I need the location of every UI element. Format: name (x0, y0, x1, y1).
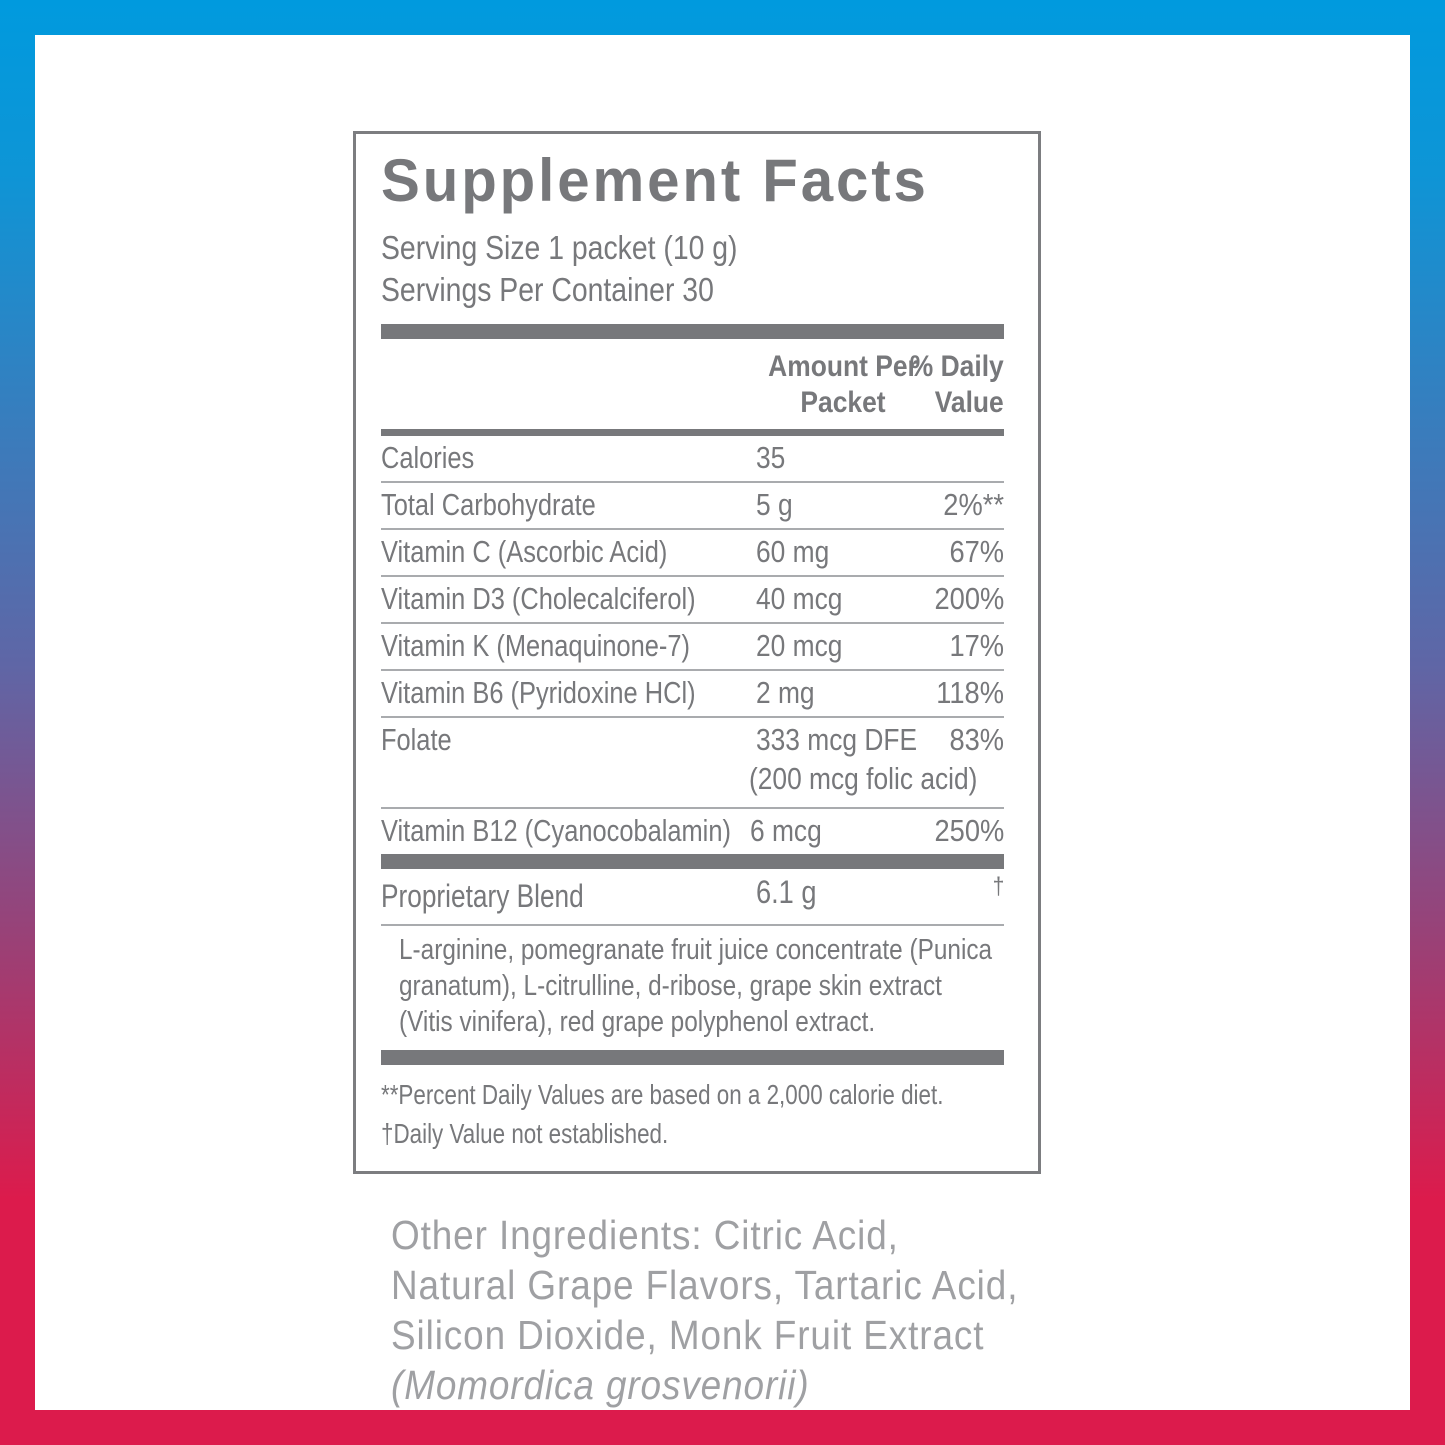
nutrient-row (381, 436, 1004, 481)
white-background (35, 35, 1410, 1410)
nutrient-amount: 60 mg (756, 534, 830, 569)
blend-description-line: L-arginine, pomegranate fruit juice concentrate (Punica (399, 934, 993, 966)
nutrient-daily-value: 83% (949, 722, 1004, 757)
thick-separator-bar (381, 854, 1004, 869)
serving-size-line (381, 227, 1004, 269)
nutrient-daily-value: 17% (949, 628, 1004, 663)
nutrient-row (381, 807, 1004, 854)
column-headers (381, 339, 1004, 429)
nutrient-name: Folate (381, 722, 452, 757)
nutrient-name: Calories (381, 440, 475, 475)
nutrient-row (381, 528, 1004, 575)
other-ingredients-line: (Momordica grosvenorii) (391, 1362, 810, 1408)
nutrient-row (381, 716, 1004, 807)
dv-header-line1: % Daily (910, 350, 1004, 383)
nutrient-daily-value: 118% (936, 675, 1004, 710)
nutrient-amount: 6 mcg (749, 813, 822, 848)
nutrient-amount: 20 mcg (756, 628, 843, 663)
other-ingredients-line: Natural Grape Flavors, Tartaric Acid, (391, 1262, 1019, 1308)
proprietary-blend-row (381, 869, 1004, 926)
thick-separator-bar (381, 1050, 1004, 1065)
thick-separator-bar (381, 324, 1004, 339)
servings-per-container-line (381, 269, 1004, 311)
supplement-facts-panel (353, 131, 1041, 1174)
nutrient-amount: 35 (756, 440, 786, 475)
other-ingredients-line: Other Ingredients: Citric Acid, (391, 1212, 899, 1258)
nutrient-name: Vitamin K (Menaquinone-7) (381, 628, 690, 663)
blend-amount: 6.1 g (756, 874, 817, 910)
nutrient-row (381, 575, 1004, 622)
other-ingredients-line: Silicon Dioxide, Monk Fruit Extract (391, 1312, 985, 1358)
nutrient-row (381, 481, 1004, 528)
servings-per-container-text: Servings Per Container 30 (381, 271, 714, 308)
dv-header-line2: Value (935, 386, 1004, 419)
daily-value-header (910, 349, 1004, 421)
nutrient-daily-value: 200% (934, 581, 1004, 616)
blend-name: Proprietary Blend (381, 878, 584, 914)
amount-header-line2: Packet (800, 386, 886, 419)
blend-description (381, 926, 1004, 1050)
nutrient-amount: 40 mcg (756, 581, 843, 616)
nutrient-name: Total Carbohydrate (381, 487, 596, 522)
nutrient-name: Vitamin C (Ascorbic Acid) (381, 534, 668, 569)
blend-description-line: (Vitis vinifera), red grape polyphenol extract. (399, 1006, 876, 1038)
nutrient-row (381, 669, 1004, 716)
footnote-line: **Percent Daily Values are based on a 2,000 calorie diet. (381, 1079, 944, 1110)
nutrient-daily-value: 67% (949, 534, 1004, 569)
nutrient-name: Vitamin B6 (Pyridoxine HCl) (381, 675, 696, 710)
nutrient-amount: 2 mg (756, 675, 815, 710)
nutrient-row (381, 622, 1004, 669)
footnote-line: †Daily Value not established. (381, 1118, 669, 1149)
blend-description-line: granatum), L-citrulline, d-ribose, grape skin extract (399, 970, 942, 1002)
footnotes (381, 1065, 1004, 1153)
medium-separator-bar (381, 429, 1004, 436)
amount-header-line1: Amount Per (768, 350, 918, 383)
supplement-facts-title: Supplement Facts (381, 147, 929, 214)
nutrient-rows (381, 436, 1004, 854)
nutrient-daily-value: 2%** (943, 487, 1004, 522)
nutrient-amount: 5 g (756, 487, 793, 522)
nutrient-daily-value: 250% (934, 813, 1004, 848)
other-ingredients-paragraph (391, 1210, 1410, 1410)
serving-size-text: Serving Size 1 packet (10 g) (381, 229, 738, 266)
nutrient-name: Vitamin B12 (Cyanocobalamin) (381, 813, 731, 848)
nutrient-amount-note: (200 mcg folic acid) (749, 761, 978, 796)
nutrient-name: Vitamin D3 (Cholecalciferol) (381, 581, 696, 616)
nutrient-amount: 333 mcg DFE (756, 722, 918, 757)
dagger-symbol: † (992, 873, 1004, 900)
